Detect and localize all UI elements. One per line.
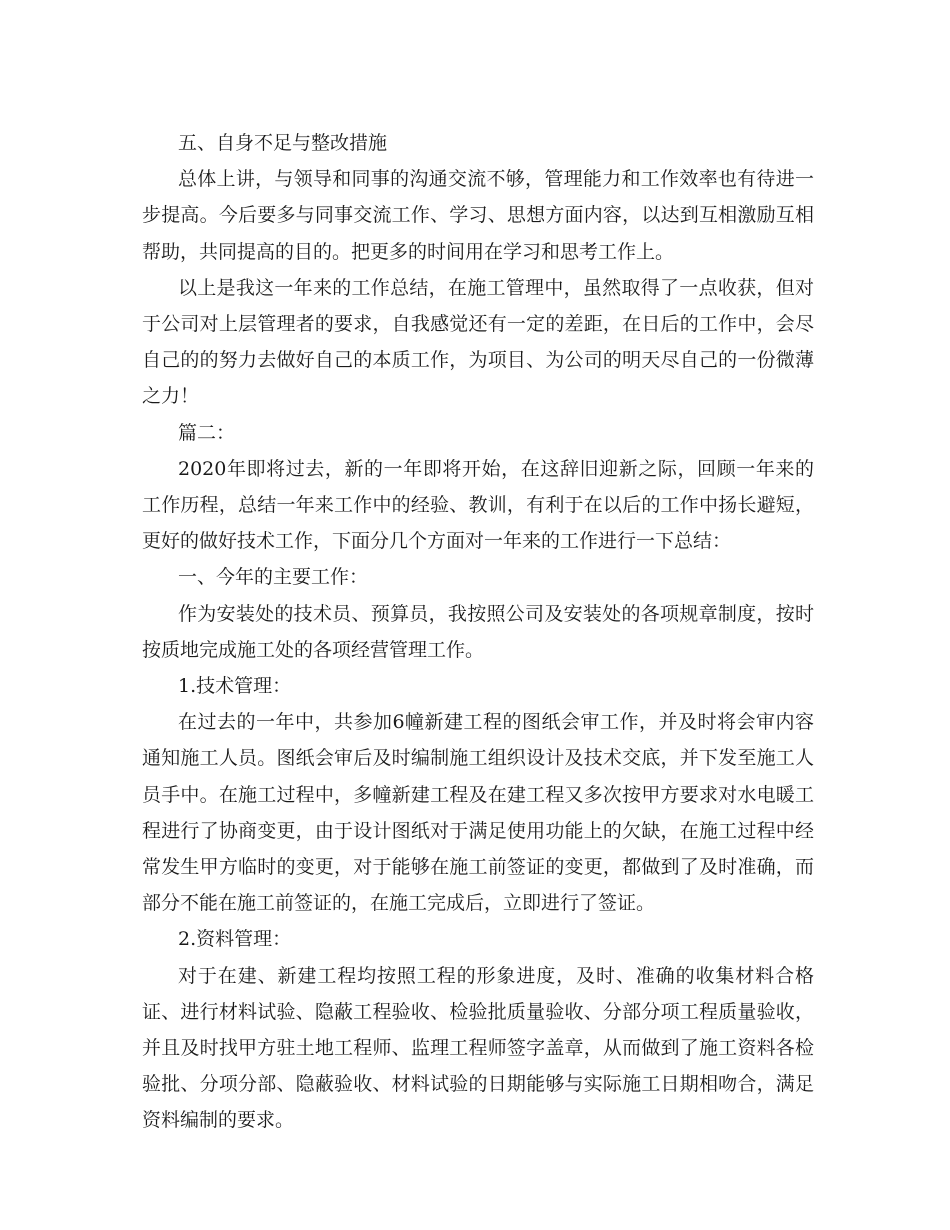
body-paragraph: 2020年即将过去，新的一年即将开始，在这辞旧迎新之际，回顾一年来的工作历程，总结一年来工作中的经验、教训，有利于在以后的工作中扬长避短，更好的做好技术工作，下面分几个方面对一年来的工作进行一下总结： [142,457,814,553]
subsection-heading: 1.技术管理： [178,675,292,698]
body-paragraph: 总体上讲，与领导和同事的沟通交流不够，管理能力和工作效率也有待进一步提高。今后要多与同事交流工作、学习、思想方面内容，以达到互相激励互相帮助，共同提高的目的。把更多的时间用在学习和思考工作上。 [142,168,814,263]
section-heading: 篇二： [178,421,236,444]
body-paragraph: 在过去的一年中，共参加6幢新建工程的图纸会审工作，并及时将会审内容通知施工人员。图纸会审后及时编制施工组织设计及技术交底，并下发至施工人员手中。在施工过程中，多幢新建工程及在建工程又多次按甲方要求对水电暖工程进行了协商变更，由于设计图纸对于满足使用功能上的欠缺，在施工过程中经常发生甲方临时的变更，对于能够在施工前签证的变更，都做到了及时准确，而部分不能在施工前签证的，在施工完成后，立即进行了签证。 [142,711,814,915]
document-body [142,125,814,1139]
section-heading: 五、自身不足与整改措施 [178,132,388,154]
section-heading: 一、今年的主要工作： [178,566,369,589]
subsection-heading: 2.资料管理： [178,928,292,951]
body-paragraph: 对于在建、新建工程均按照工程的形象进度，及时、准确的收集材料合格证、进行材料试验、隐蔽工程验收、检验批质量验收、分部分项工程质量验收，并且及时找甲方驻土地工程师、监理工程师签字盖章，从而做到了施工资料各检验批、分项分部、隐蔽验收、材料试验的日期能够与实际施工日期相吻合，满足资料编制的要求。 [142,964,814,1132]
body-paragraph: 以上是我这一年来的工作总结，在施工管理中，虽然取得了一点收获，但对于公司对上层管理者的要求，自我感觉还有一定的差距，在日后的工作中，会尽自己的的努力去做好自己的本质工作，为项目、为公司的明天尽自己的一份微薄之力！ [142,276,814,408]
body-paragraph: 作为安装处的技术员、预算员，我按照公司及安装处的各项规章制度，按时按质地完成施工处的各项经营管理工作。 [142,602,814,661]
